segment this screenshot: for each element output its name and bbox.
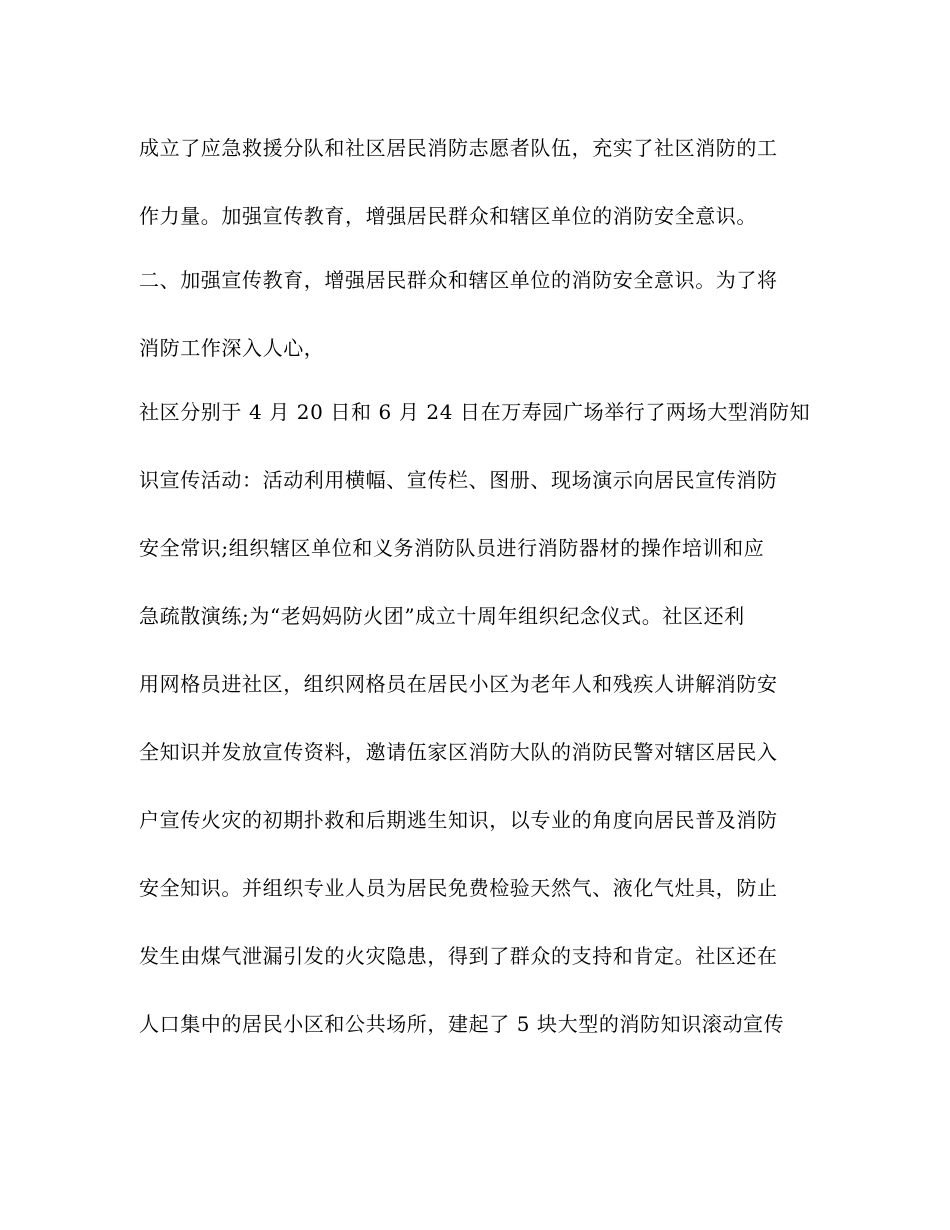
paragraph-line: 消防工作深入人心， xyxy=(139,336,325,360)
paragraph-line: 作力量。加强宣传教育，增强居民群众和辖区单位的消防安全意识。 xyxy=(139,204,757,228)
paragraph-line: 户宣传火灾的初期扑救和后期逃生知识，以专业的角度向居民普及消防 xyxy=(139,808,778,832)
paragraph-line: 成立了应急救援分队和社区居民消防志愿者队伍，充实了社区消防的工 xyxy=(139,136,778,160)
paragraph-line: 安全知识。并组织专业人员为居民免费检验天然气、液化气灶具，防止 xyxy=(139,876,778,900)
paragraph-line: 识宣传活动：活动利用横幅、宣传栏、图册、现场演示向居民宣传消防 xyxy=(139,468,778,492)
paragraph-line: 二、加强宣传教育，增强居民群众和辖区单位的消防安全意识。为了将 xyxy=(139,268,778,292)
paragraph-line: 急疏散演练;为“老妈妈防火团”成立十周年组织纪念仪式。社区还利 xyxy=(139,604,745,628)
paragraph-line: 全知识并发放宣传资料，邀请伍家区消防大队的消防民警对辖区居民入 xyxy=(139,740,778,764)
paragraph-line: 用网格员进社区，组织网格员在居民小区为老年人和残疾人讲解消防安 xyxy=(139,672,778,696)
paragraph-line: 安全常识;组织辖区单位和义务消防队员进行消防器材的操作培训和应 xyxy=(139,536,765,560)
paragraph-line: 人口集中的居民小区和公共场所，建起了 5 块大型的消防知识滚动宣传 xyxy=(139,1012,785,1036)
paragraph-line: 发生由煤气泄漏引发的火灾隐患，得到了群众的支持和肯定。社区还在 xyxy=(139,944,778,968)
paragraph-line: 社区分别于 4 月 20 日和 6 月 24 日在万寿园广场举行了两场大型消防知 xyxy=(139,400,811,424)
